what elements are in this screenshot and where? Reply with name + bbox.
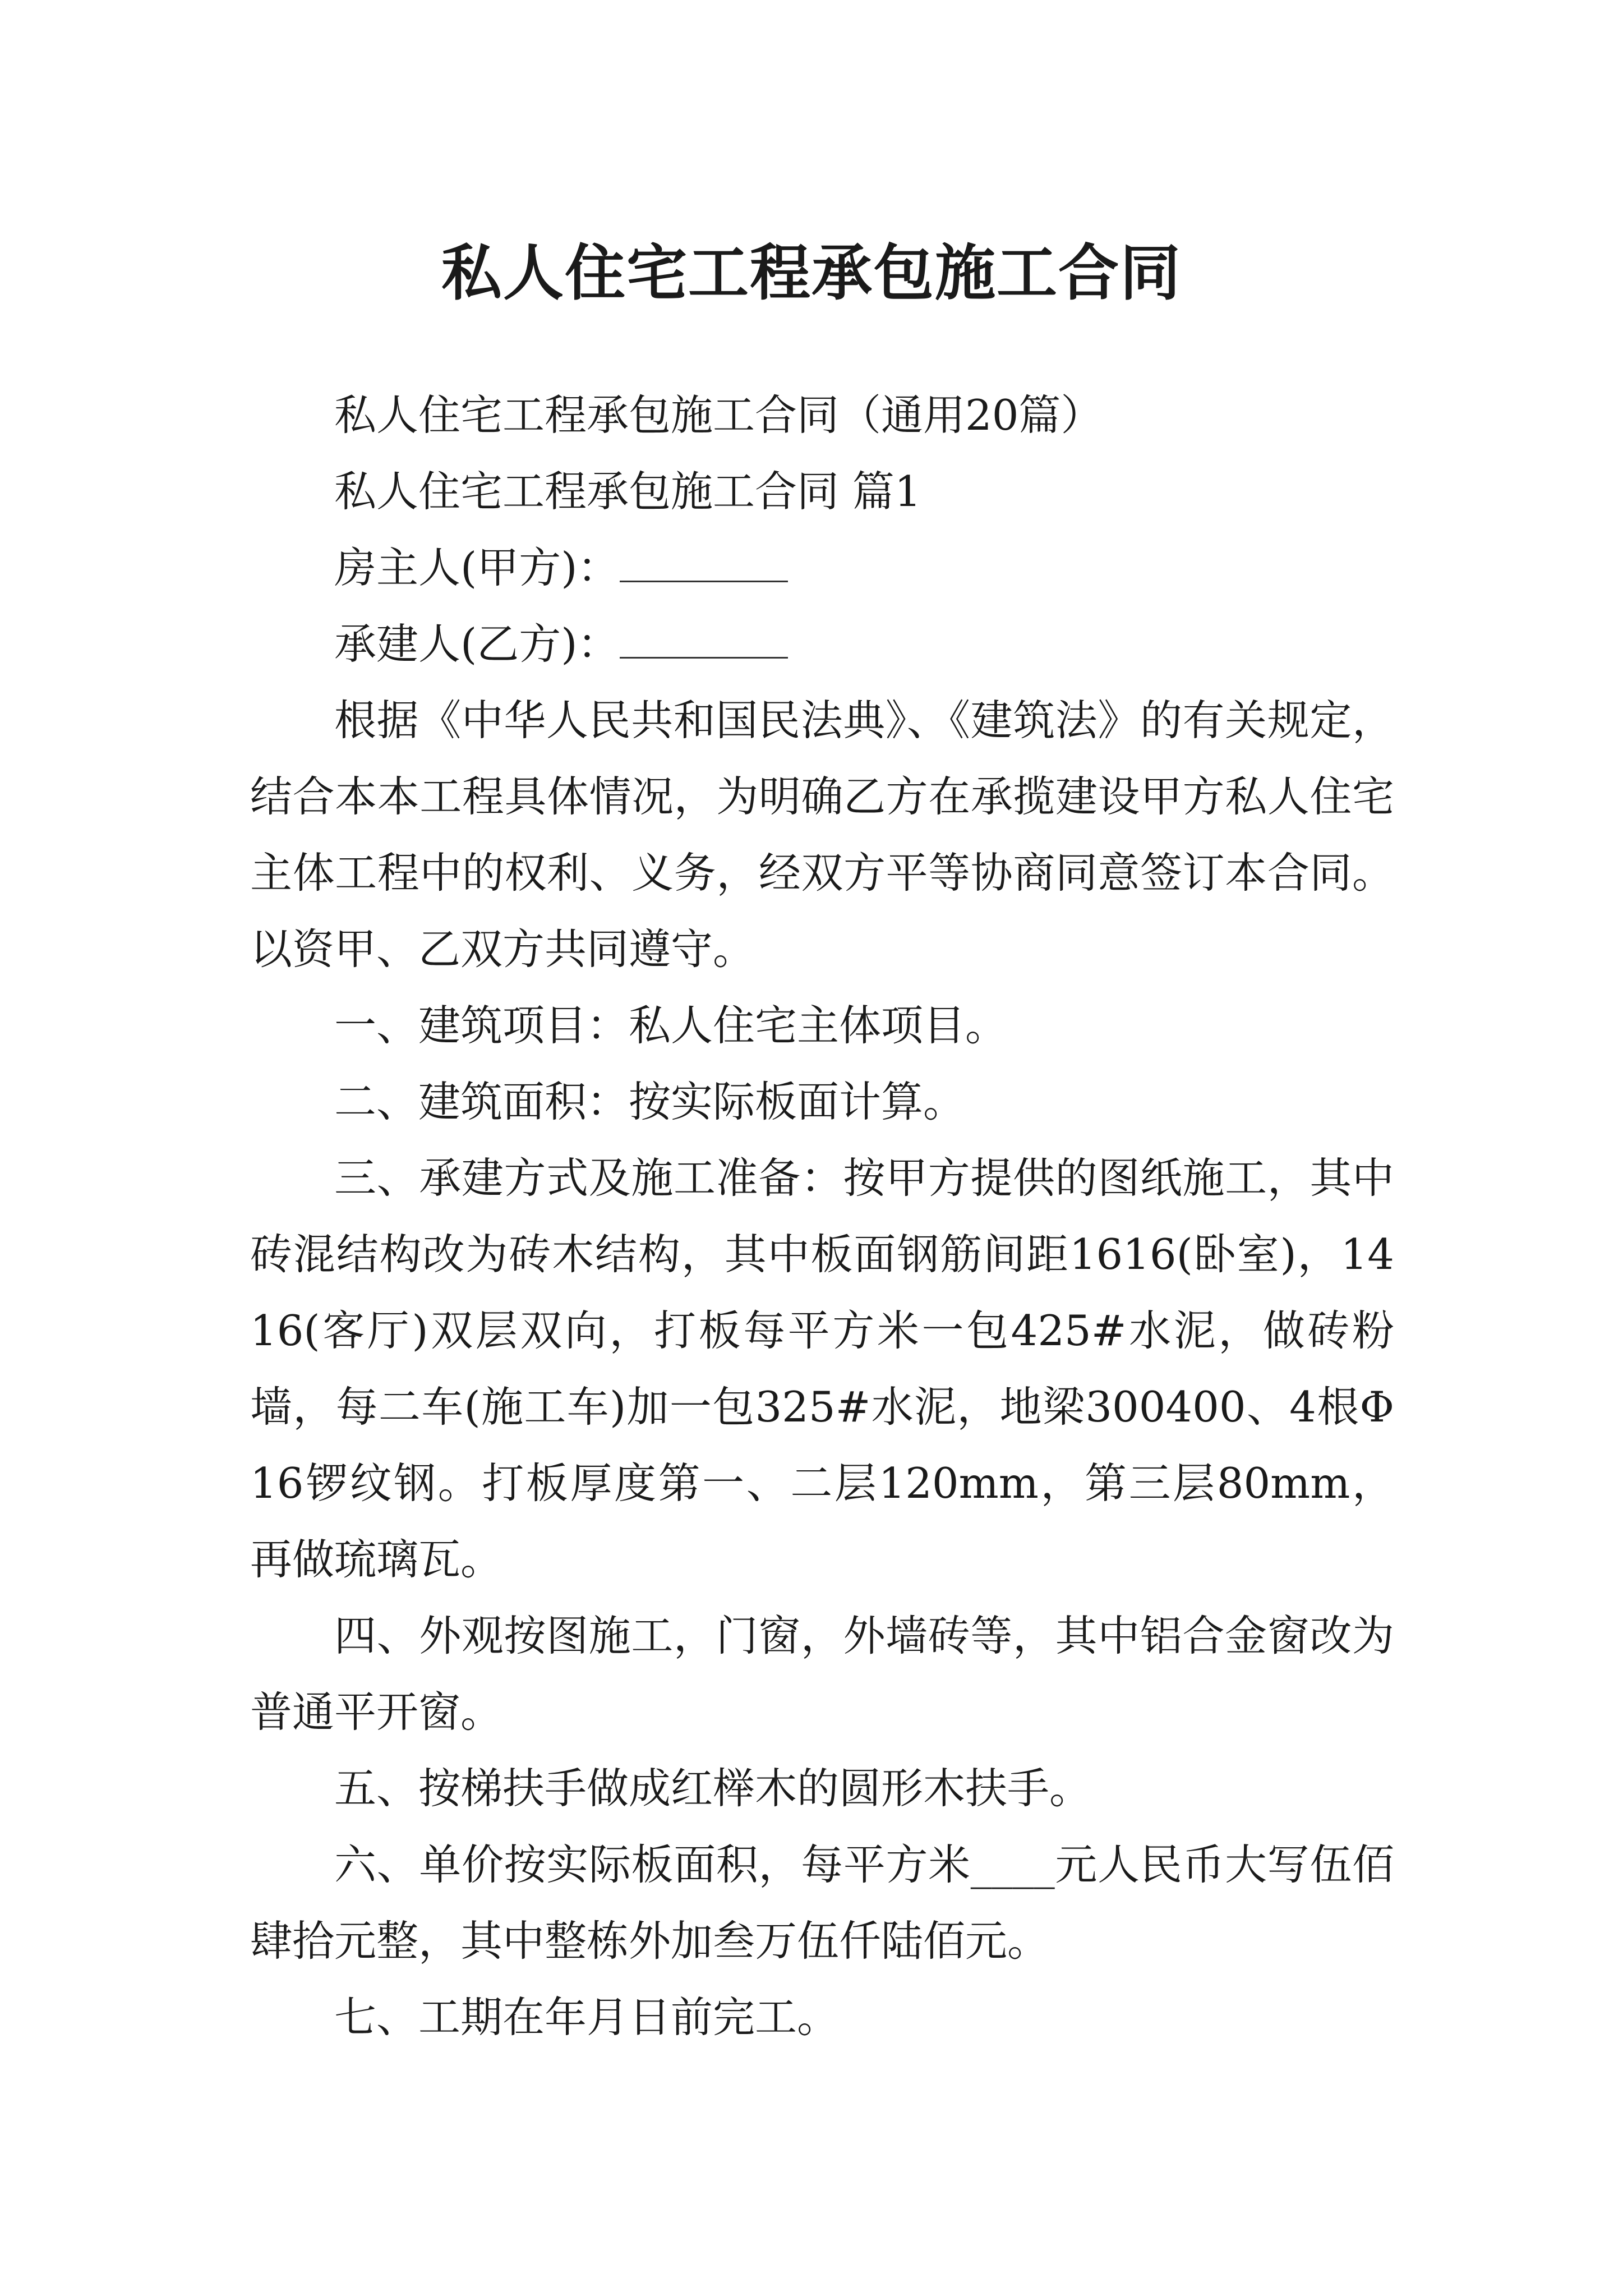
party-a-blank <box>620 547 788 582</box>
clause-6: 六、单价按实际板面积，每平方米____元人民币大写伍佰肆拾元整，其中整栋外加叁万伍仟陆佰元。 <box>250 1840 1394 1966</box>
clause-2: 二、建筑面积：按实际板面计算。 <box>334 1077 966 1126</box>
party-b-line <box>250 606 1394 682</box>
subtitle-paragraph: 私人住宅工程承包施工合同（通用20篇） <box>334 390 1103 440</box>
clause-4: 四、外观按图施工，门窗，外墙砖等，其中铝合金窗改为普通平开窗。 <box>250 1611 1394 1737</box>
clause-7: 七、工期在年月日前完工。 <box>334 1993 840 2042</box>
clause-3: 三、承建方式及施工准备：按甲方提供的图纸施工，其中砖混结构改为砖木结构，其中板面钢筋间距1616(卧室)，1416(客厅)双层双向，打板每平方米一包425#水泥，做砖粉墙，每二车(施工车)加一包325#水泥，地梁300400、4根Φ16锣纹钢。打板厚度第一、二层120mm，第三层80mm，再做琉璃瓦。 <box>250 1153 1394 1584</box>
party-b-label: 承建人(乙方)： <box>334 619 620 669</box>
party-a-label: 房主人(甲方)： <box>334 543 620 592</box>
party-b-blank <box>620 623 788 659</box>
clause-1: 一、建筑项目：私人住宅主体项目。 <box>334 1001 1008 1050</box>
clause-5: 五、按梯扶手做成红榉木的圆形木扶手。 <box>334 1764 1092 1813</box>
section-heading: 私人住宅工程承包施工合同 篇1 <box>334 467 921 516</box>
document-body <box>250 377 1394 2055</box>
party-a-line <box>250 530 1394 606</box>
page-title: 私人住宅工程承包施工合同 <box>441 238 1182 309</box>
preamble-paragraph: 根据《中华人民共和国民法典》、《建筑法》的有关规定，结合本本工程具体情况，为明确乙方在承揽建设甲方私人住宅主体工程中的权利、义务，经双方平等协商同意签订本合同。以资甲、乙双方共同遵守。 <box>250 696 1394 974</box>
